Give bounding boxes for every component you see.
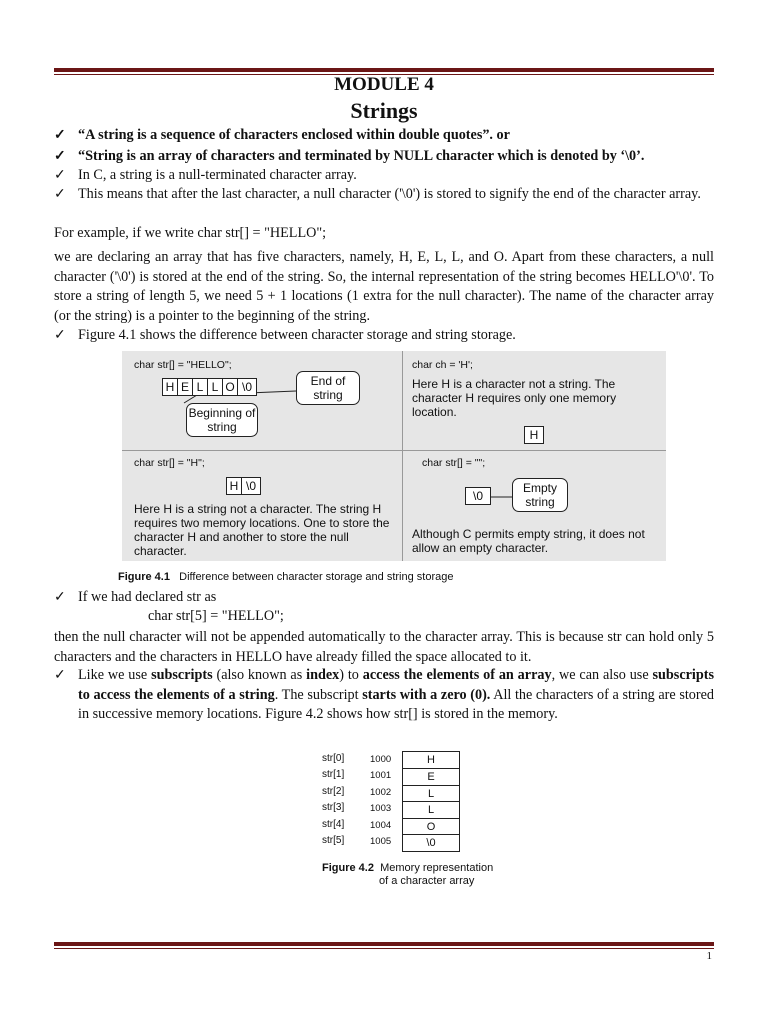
mem-label-5: str[5] [322,835,345,846]
q1-begin-bubble: Beginning of string [186,403,258,437]
q4-code: char str[] = ""; [422,457,486,469]
bullet-definition-2: ✓ “String is an array of characters and terminated by NULL character which is denoted by ‘\0’. [54,147,714,167]
mem-addr-2: 1002 [370,787,392,798]
q2-text: Here H is a character not a string. The character H requires only one memory location. [412,377,617,419]
mem-addr-5: 1005 [370,836,392,847]
bottom-rule [54,942,714,949]
bullet-figure-ref: ✓ Figure 4.1 shows the difference between character storage and string storage. [54,326,714,346]
check-icon: ✓ [54,148,66,164]
mem-label-3: str[3] [322,802,345,813]
q2-cell: H [524,426,544,444]
paragraph-example: For example, if we write char str[] = "HELLO"; [54,225,327,241]
bullet-declared: ✓ If we had declared str as [54,588,714,608]
q1-cell-4: O [222,378,238,396]
q1-cell-5: \0 [237,378,257,396]
figure-4-1-caption: Figure 4.1 Difference between character storage and string storage [118,571,454,583]
mem-label-0: str[0] [322,753,345,764]
check-icon: ✓ [54,667,66,683]
mem-cell-4: O [402,818,460,836]
check-icon: ✓ [54,127,66,143]
q3-cell-1: \0 [241,477,261,495]
q4-empty-bubble: Empty string [512,478,568,512]
mem-cell-3: L [402,801,460,819]
q3-text: Here H is a string not a character. The string H requires two memory locations. One to store the character H and another to store the null character. [134,502,390,558]
page-title: Strings [350,98,418,123]
q1-cell-1: E [177,378,193,396]
check-icon: ✓ [54,589,66,605]
code-line: char str[5] = "HELLO"; [148,608,284,624]
mem-cell-1: E [402,768,460,786]
paragraph-null: then the null character will not be appended automatically to the character array. This is because str can hold only 5 characters and the characters in HELLO have already filled the space allocated to it. [54,629,714,665]
mem-cell-0: H [402,752,460,769]
mem-addr-0: 1000 [370,754,392,765]
mem-label-4: str[4] [322,819,345,830]
mem-addr-1: 1001 [370,770,392,781]
module-heading: MODULE 4 [334,74,434,95]
mem-label-2: str[2] [322,786,345,797]
mem-label-1: str[1] [322,769,345,780]
q1-cell-3: L [207,378,223,396]
q1-code: char str[] = "HELLO"; [134,359,232,371]
q2-code: char ch = 'H'; [412,359,473,371]
page-number: 1 [706,950,712,962]
q4-text: Although C permits empty string, it does not allow an empty character. [412,527,645,555]
mem-addr-4: 1004 [370,820,392,831]
q1-cell-0: H [162,378,178,396]
q3-cell-0: H [226,477,242,495]
bullet-subscripts: ✓ Like we use subscripts (also known as index) to access the elements of an array, we can also use subscripts to access the elements of a string. The subscript starts with a zero (0). All the characters of a string are stored in successive memory locations. Figure 4.2 shows how str[] is stored in the memory. [54,667,715,722]
mem-cell-5: \0 [402,834,460,852]
q1-cell-2: L [192,378,208,396]
bullet-null-terminated: ✓ In C, a string is a null-terminated character array. [54,166,714,186]
bullet-null-meaning: ✓ This means that after the last character, a null character ('\0') is stored to signify the end of the character array. [54,185,714,205]
paragraph-declaring: we are declaring an array that has five characters, namely, H, E, L, L, and O. Apart from these characters, a null character ('\0') is stored at the end of the string. So, the internal representation of the string becomes HELLO'\0'. To store a string of length 5, we need 5 + 1 locations (1 extra for the null character). The name of the character array (or the string) is a pointer to the beginning of the string. [54,249,714,324]
q4-cell: \0 [465,487,491,505]
q3-code: char str[] = "H"; [134,457,205,469]
figure-4-2-caption: Figure 4.2 Memory representation of a character array [322,862,494,887]
check-icon: ✓ [54,327,66,343]
q1-end-bubble: End of string [296,371,360,405]
figure-4-1 [122,351,666,561]
bullet-definition-1: ✓ “A string is a sequence of characters enclosed within double quotes”. or [54,126,714,146]
check-icon: ✓ [54,186,66,202]
check-icon: ✓ [54,167,66,183]
mem-cell-2: L [402,785,460,803]
mem-addr-3: 1003 [370,803,392,814]
